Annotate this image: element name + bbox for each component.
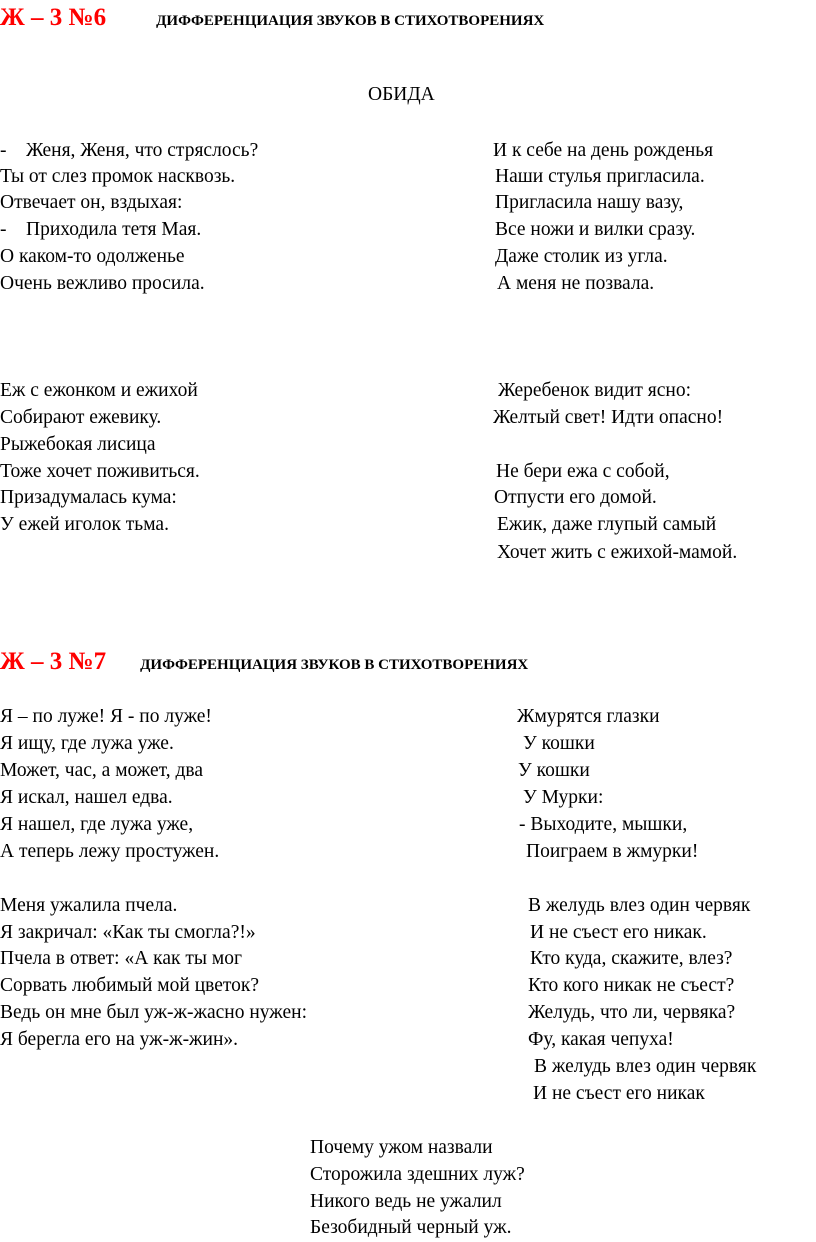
poem-line: Я берегла его на уж-ж-жин». bbox=[0, 1029, 239, 1050]
poem-title: ОБИДА bbox=[368, 84, 435, 105]
poem-line: Сорвать любимый мой цветок? bbox=[0, 975, 260, 996]
section-heading-7 bbox=[0, 648, 528, 676]
poem-line: И не съест его никак. bbox=[530, 922, 707, 943]
poem-line: Тоже хочет поживиться. bbox=[0, 461, 200, 482]
poem-line: Безобидный черный уж. bbox=[310, 1217, 512, 1238]
poem-line: Наши стулья пригласила. bbox=[495, 166, 705, 187]
poem-line: Никого ведь не ужалил bbox=[310, 1191, 502, 1212]
poem-line: Жмурятся глазки bbox=[517, 706, 660, 727]
poem-line: Почему ужом назвали bbox=[310, 1137, 493, 1158]
poem-line: Кто куда, скажите, влез? bbox=[530, 948, 733, 969]
poem-line: В желудь влез один червяк bbox=[534, 1056, 757, 1077]
poem-line: Сторожила здешних луж? bbox=[310, 1164, 525, 1185]
poem-line: И к себе на день рожденья bbox=[493, 140, 714, 161]
poem-line: Хочет жить с ежихой-мамой. bbox=[497, 542, 738, 563]
poem-line: Желудь, что ли, червяка? bbox=[528, 1002, 736, 1023]
poem-line: Поиграем в жмурки! bbox=[526, 841, 699, 862]
poem-line: Ты от слез промок насквозь. bbox=[0, 166, 236, 187]
poem-line: Я – по луже! Я - по луже! bbox=[0, 706, 212, 727]
poem-line: Ежик, даже глупый самый bbox=[497, 514, 717, 535]
poem-line: Не бери ежа с собой, bbox=[496, 461, 670, 482]
poem-line: У Мурки: bbox=[523, 787, 604, 808]
poem-line: Я ищу, где лужа уже. bbox=[0, 733, 174, 754]
poem-line: В желудь влез один червяк bbox=[528, 895, 751, 916]
poem-line: - Женя, Женя, что стряслось? bbox=[0, 140, 259, 161]
poem-line: И не съест его никак bbox=[533, 1083, 705, 1104]
poem-line: Даже столик из угла. bbox=[495, 246, 668, 267]
poem-line: - Приходила тетя Мая. bbox=[0, 219, 202, 240]
poem-line: Очень вежливо просила. bbox=[0, 273, 205, 294]
poem-line: У кошки bbox=[523, 733, 595, 754]
poem-line: Фу, какая чепуха! bbox=[528, 1029, 674, 1050]
section-title: ДИФФЕРЕНЦИАЦИЯ ЗВУКОВ В СТИХОТВОРЕНИЯХ bbox=[156, 13, 545, 29]
poem-line: Ведь он мне был уж-ж-жасно нужен: bbox=[0, 1002, 308, 1023]
poem-line: - Выходите, мышки, bbox=[519, 814, 688, 835]
section-code: Ж – 3 №6 bbox=[0, 4, 107, 31]
poem-line: Меня ужалила пчела. bbox=[0, 895, 178, 916]
poem-line: А меня не позвала. bbox=[497, 273, 655, 294]
poem-line: У ежей иголок тьма. bbox=[0, 514, 169, 535]
section-heading-6 bbox=[0, 4, 544, 32]
poem-line: Собирают ежевику. bbox=[0, 407, 162, 428]
poem-line: О каком-то одолженье bbox=[0, 246, 185, 267]
poem-line: Рыжебокая лисица bbox=[0, 434, 156, 455]
poem-line: Пчела в ответ: «А как ты мог bbox=[0, 948, 242, 969]
poem-line: Отпусти его домой. bbox=[494, 487, 657, 508]
section-code: Ж – 3 №7 bbox=[0, 648, 107, 675]
poem-line: Я закричал: «Как ты смогла?!» bbox=[0, 922, 256, 943]
poem-line: Кто кого никак не съест? bbox=[528, 975, 735, 996]
section-title: ДИФФЕРЕНЦИАЦИЯ ЗВУКОВ В СТИХОТВОРЕНИЯХ bbox=[140, 657, 529, 673]
poem-line: У кошки bbox=[518, 760, 590, 781]
poem-line: Жеребенок видит ясно: bbox=[498, 380, 692, 401]
poem-line: Все ножи и вилки сразу. bbox=[495, 219, 696, 240]
poem-line: Отвечает он, вздыхая: bbox=[0, 192, 183, 213]
poem-line: Может, час, а может, два bbox=[0, 760, 203, 781]
poem-line: Я нашел, где лужа уже, bbox=[0, 814, 194, 835]
poem-line: Желтый свет! Идти опасно! bbox=[493, 407, 724, 428]
poem-line: Призадумалась кума: bbox=[0, 487, 177, 508]
poem-line: А теперь лежу простужен. bbox=[0, 841, 220, 862]
poem-line: Я искал, нашел едва. bbox=[0, 787, 173, 808]
poem-line: Пригласила нашу вазу, bbox=[495, 192, 684, 213]
poem-line: Еж с ежонком и ежихой bbox=[0, 380, 198, 401]
